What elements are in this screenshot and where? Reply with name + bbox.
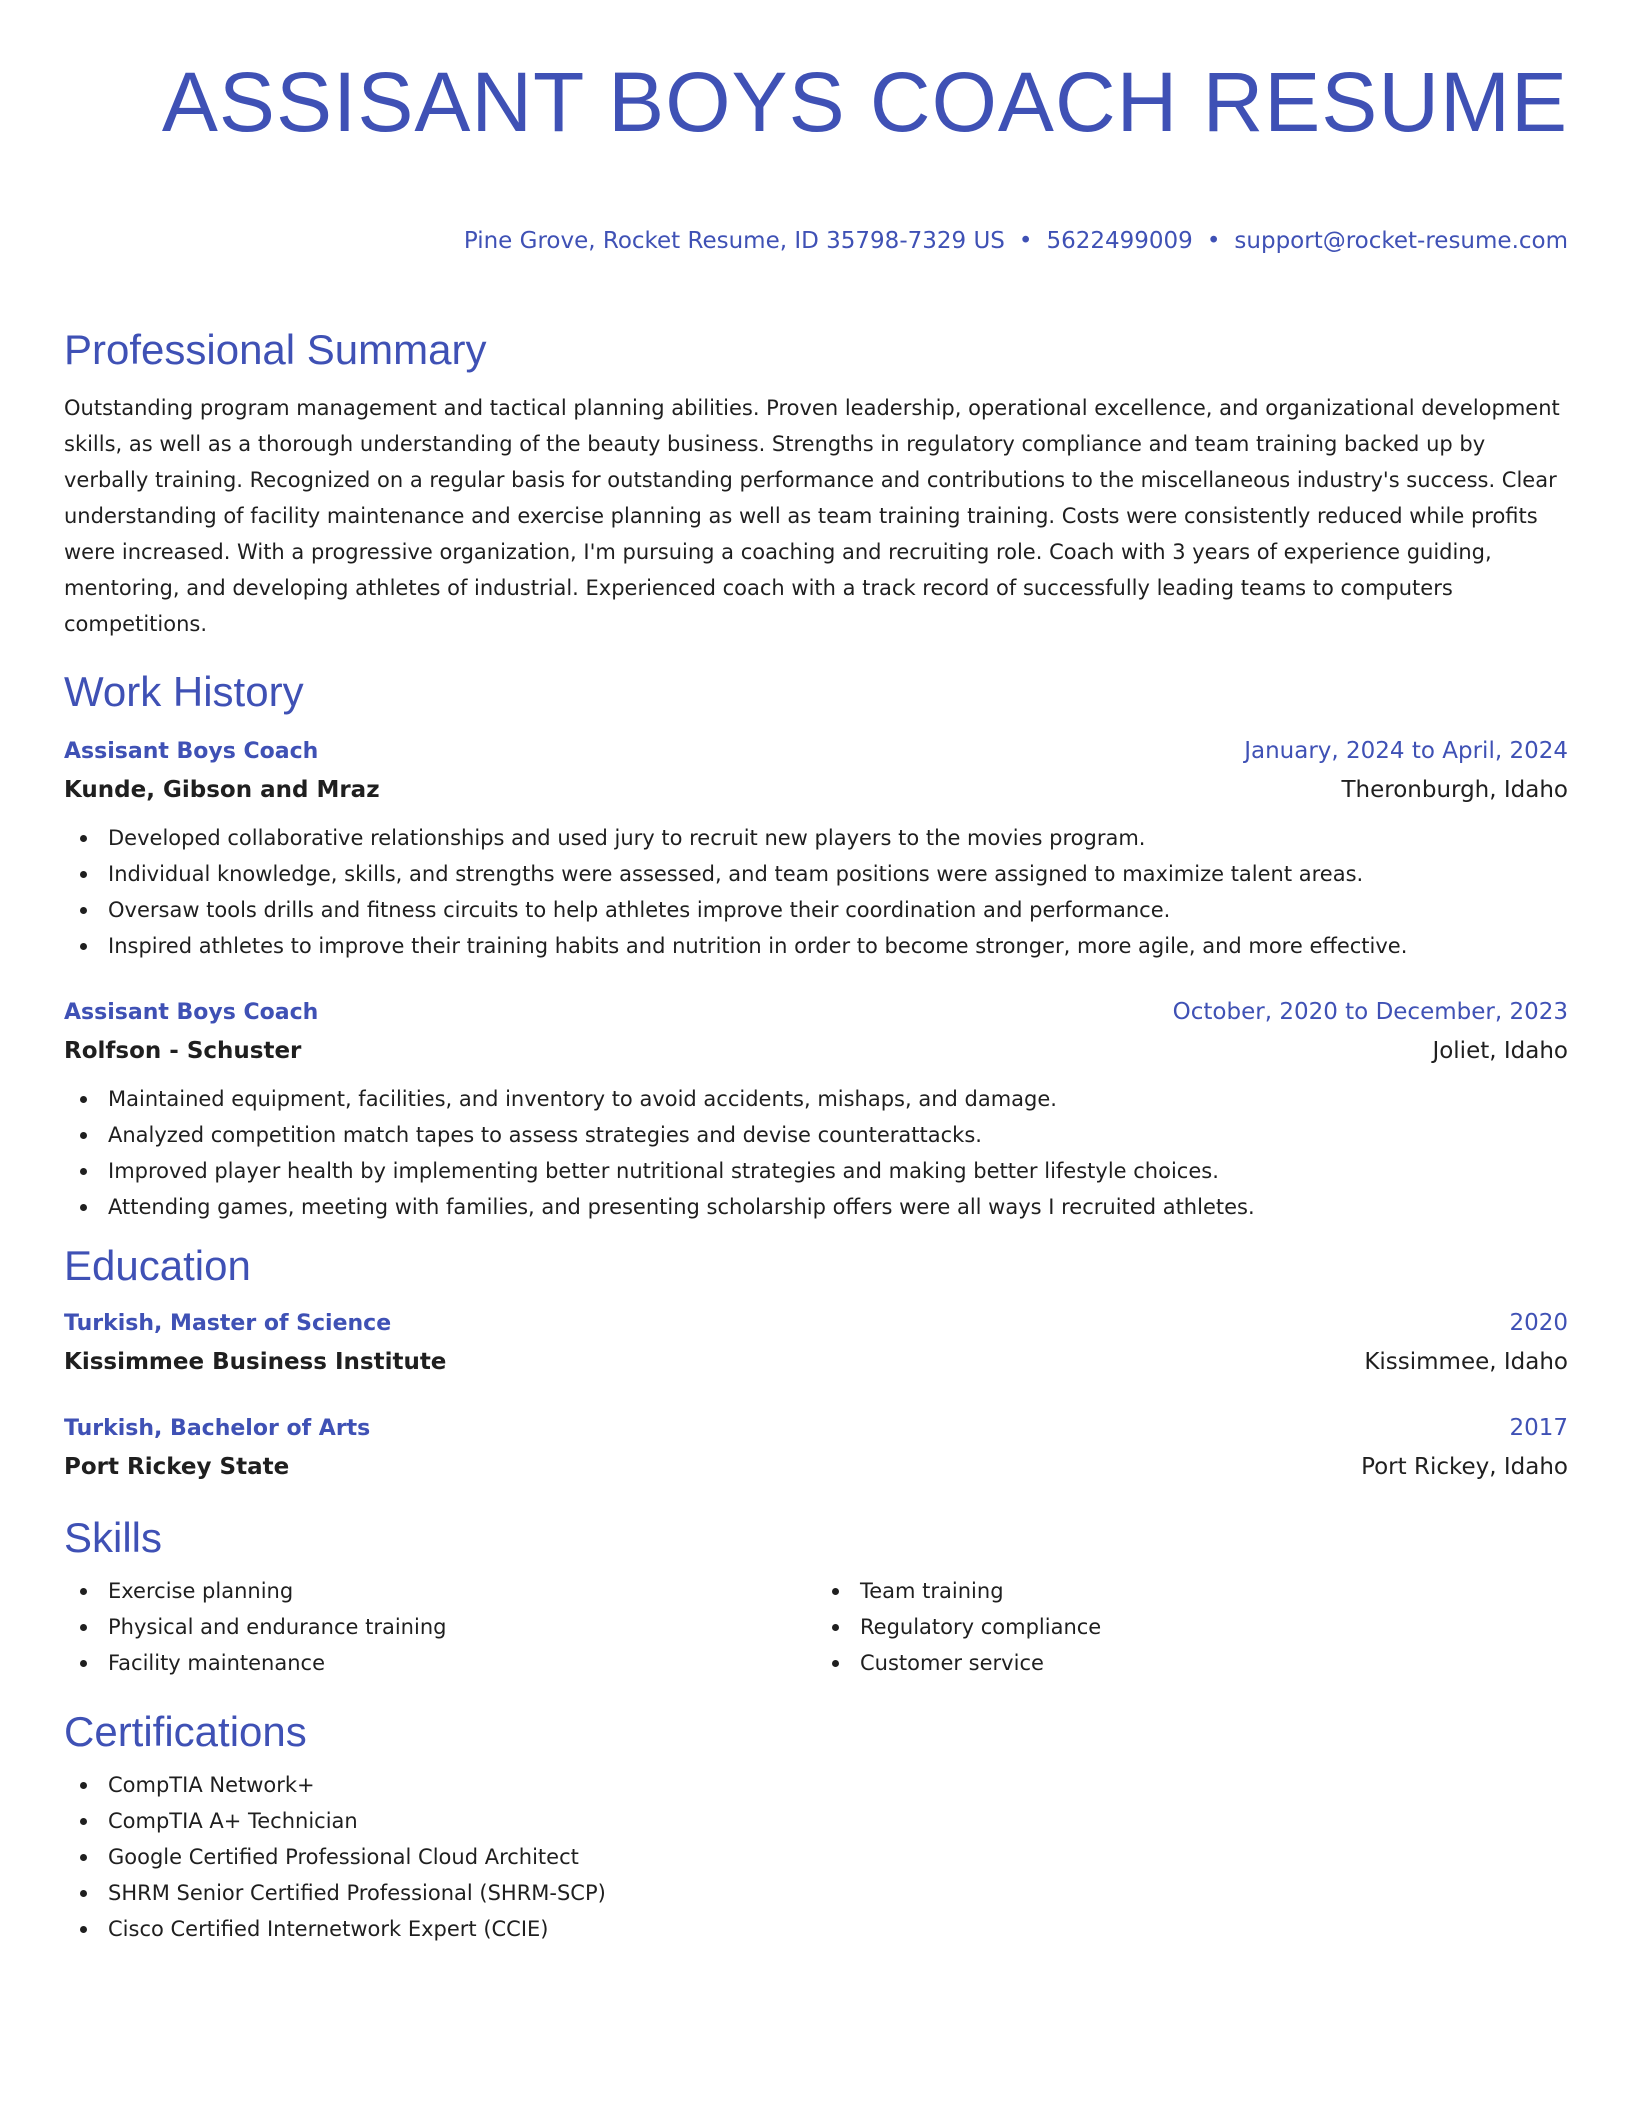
section-title-work-history: Work History [64,668,304,715]
education-entry [64,1410,1568,1487]
list-item: Improved player health by implementing better nutritional strategies and making better lifestyle choices. [64,1153,1568,1189]
education-degree: Turkish, Master of Science [64,1311,392,1336]
list-item: CompTIA A+ Technician [64,1803,1568,1839]
education-degree: Turkish, Bachelor of Arts [64,1416,371,1441]
list-item: Maintained equipment, facilities, and inventory to avoid accidents, mishaps, and damage. [64,1081,1568,1117]
contact-phone[interactable]: 5622499009 [1046,228,1193,254]
skills-column-right [816,1573,1568,1681]
job-location: Joliet, Idaho [1432,1038,1568,1064]
education-school: Port Rickey State [64,1454,290,1480]
section-title-summary: Professional Summary [64,326,487,373]
list-item: Developed collaborative relationships and used jury to recruit new players to the movies program. [64,820,1568,856]
contact-address: Pine Grove, Rocket Resume, ID 35798-7329 US [463,228,1005,254]
skills-list [816,1573,1568,1681]
contact-separator: • [1206,228,1221,254]
list-item: Regulatory compliance [816,1609,1568,1645]
section-title-education: Education [64,1242,251,1289]
list-item: Oversaw tools drills and fitness circuits to help athletes improve their coordination and performance. [64,892,1568,928]
job-entry [64,994,1568,1225]
job-header-row [64,994,1568,1031]
education-year: 2017 [1509,1415,1568,1441]
education-school-row [64,1447,1568,1487]
job-company-row [64,770,1568,810]
resume-header [64,52,1568,255]
list-item: Facility maintenance [64,1645,816,1681]
education-entry [64,1305,1568,1382]
education-location: Port Rickey, Idaho [1361,1454,1568,1480]
section-title-skills: Skills [64,1514,163,1561]
job-location: Theronburgh, Idaho [1341,777,1568,803]
list-item: Cisco Certified Internetwork Expert (CCIE) [64,1911,1568,1947]
job-dates: January, 2024 to April, 2024 [1244,738,1568,764]
list-item: Google Certified Professional Cloud Architect [64,1839,1568,1875]
job-role: Assisant Boys Coach [64,1000,319,1025]
education-header-row [64,1410,1568,1447]
job-dates: October, 2020 to December, 2023 [1172,999,1568,1025]
education-location: Kissimmee, Idaho [1364,1349,1568,1375]
list-item: Customer service [816,1645,1568,1681]
contact-separator: • [1018,228,1033,254]
list-item: Individual knowledge, skills, and strengths were assessed, and team positions were assigned to maximize talent areas. [64,856,1568,892]
job-company: Rolfson - Schuster [64,1038,302,1064]
education-school-row [64,1342,1568,1382]
list-item: Attending games, meeting with families, and presenting scholarship offers were all ways I recruited athletes. [64,1189,1568,1225]
contact-email[interactable]: support@rocket-resume.com [1234,228,1568,254]
list-item: Team training [816,1573,1568,1609]
list-item: Physical and endurance training [64,1609,816,1645]
list-item: Analyzed competition match tapes to assess strategies and devise counterattacks. [64,1117,1568,1153]
certifications-list [64,1767,1568,1947]
job-entry [64,733,1568,964]
job-company-row [64,1031,1568,1071]
job-role: Assisant Boys Coach [64,739,319,764]
job-header-row [64,733,1568,770]
job-bullets [64,1081,1568,1225]
education-header-row [64,1305,1568,1342]
education-year: 2020 [1509,1310,1568,1336]
list-item: SHRM Senior Certified Professional (SHRM-SCP) [64,1875,1568,1911]
resume-title: ASSISANT BOYS COACH RESUME [161,55,1568,149]
job-bullets [64,820,1568,964]
list-item: Exercise planning [64,1573,816,1609]
skills-grid [64,1573,1568,1681]
summary-text: Outstanding program management and tactical planning abilities. Proven leadership, operational excellence, and organizational development skills, as well as a thorough understanding of the beauty business. Strengths in regulatory compliance and team training backed up by verbally training. Recognized on a regular basis for outstanding performance and contributions to the miscellaneous industry's success. Clear understanding of facility maintenance and exercise planning as well as team training training. Costs were consistently reduced while profits were increased. With a progressive organization, I'm pursuing a coaching and recruiting role. Coach with 3 years of experience guiding, mentoring, and developing athletes of industrial. Experienced coach with a track record of successfully leading teams to computers competitions. [64,396,1560,636]
contact-line [64,227,1568,255]
skills-list [64,1573,816,1681]
list-item: CompTIA Network+ [64,1767,1568,1803]
education-school: Kissimmee Business Institute [64,1349,447,1375]
list-item: Inspired athletes to improve their training habits and nutrition in order to become stronger, more agile, and more effective. [64,928,1568,964]
section-title-certifications: Certifications [64,1708,307,1755]
skills-column-left [64,1573,816,1681]
job-company: Kunde, Gibson and Mraz [64,777,380,803]
